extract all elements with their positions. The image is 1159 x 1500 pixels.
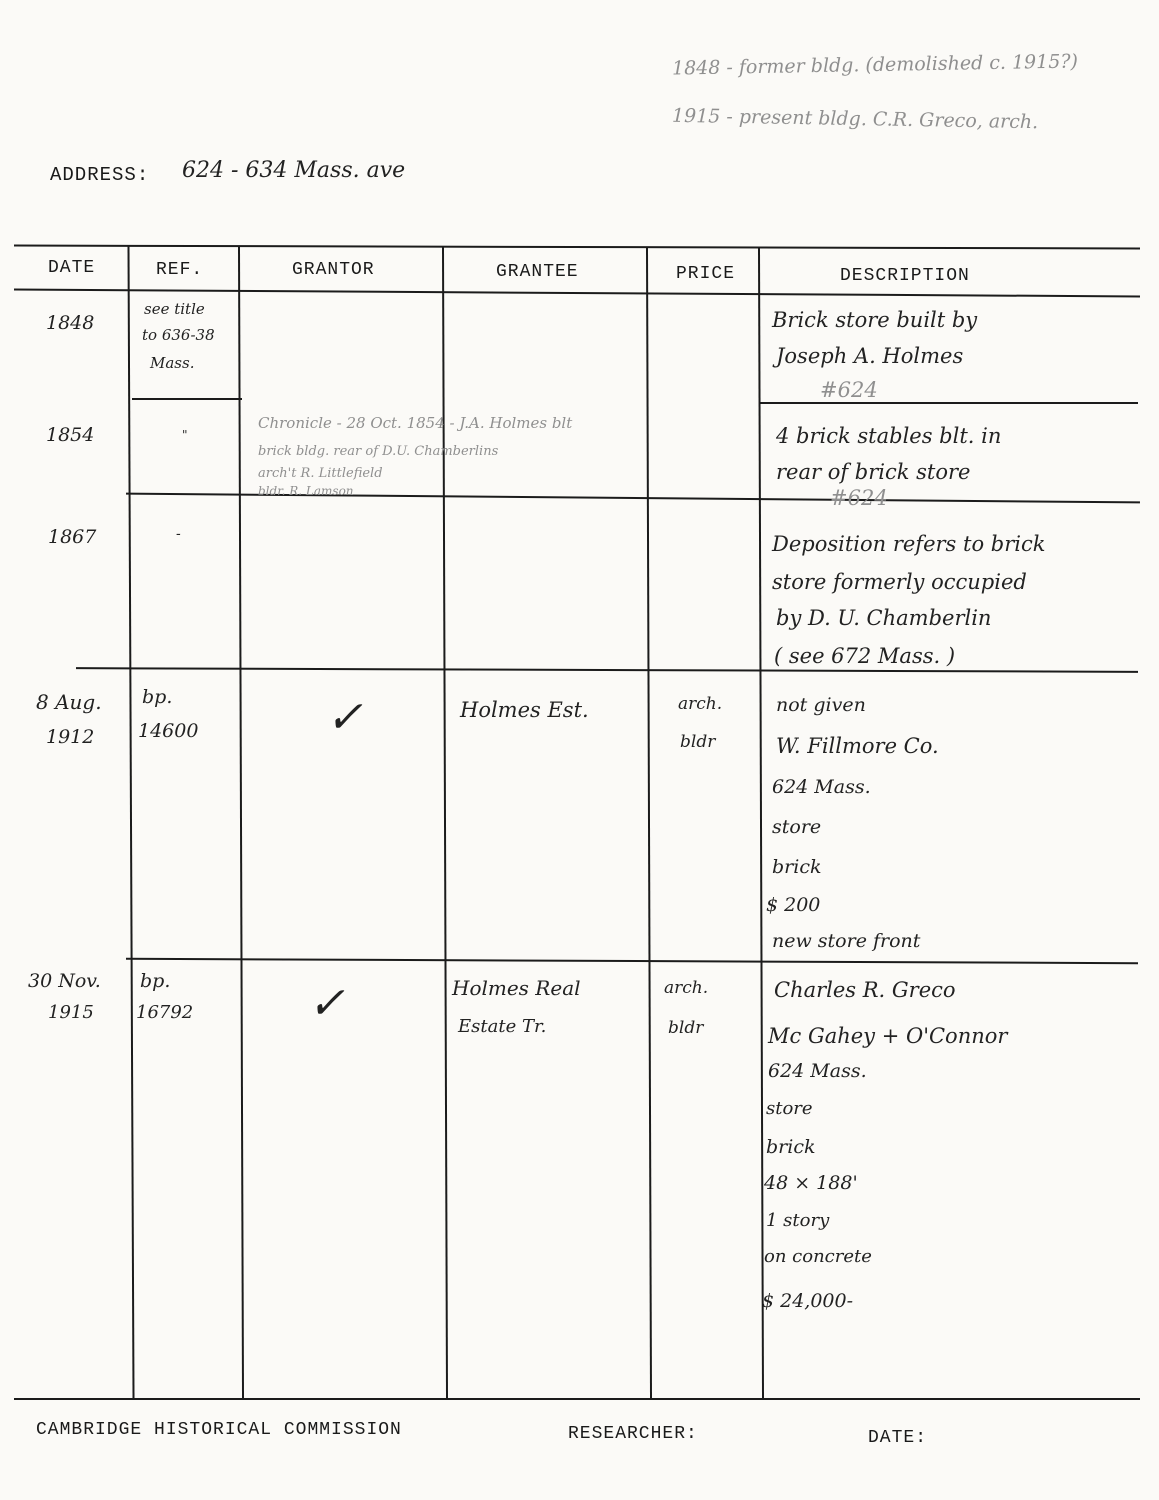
row5-desc-7: 1 story [766, 1210, 830, 1231]
footer-researcher-label: RESEARCHER: [568, 1424, 698, 1444]
row3-desc-4: ( see 672 Mass. ) [774, 644, 956, 668]
row3-desc-3: by D. U. Chamberlin [776, 606, 992, 630]
row5-desc-8: on concrete [764, 1246, 872, 1267]
row4-desc-4: store [772, 816, 822, 838]
row5-desc-9: $ 24,000- [762, 1290, 854, 1312]
col-divider-2 [238, 246, 244, 1398]
table-bottom-border [14, 1398, 1140, 1400]
row1-date: 1848 [46, 312, 95, 334]
col-divider-5 [758, 248, 764, 1398]
row2-desc-2: rear of brick store [776, 460, 971, 484]
row1-ref-1: see title [144, 300, 205, 318]
header-date: DATE [48, 258, 96, 278]
row1-ref-3: Mass. [150, 354, 195, 372]
row3-date: 1867 [48, 526, 97, 548]
row4-desc-5: brick [772, 856, 822, 878]
row4-desc-6: $ 200 [766, 894, 821, 916]
row4-desc-1: not given [776, 694, 866, 716]
row5-desc-5: brick [766, 1136, 816, 1158]
row1-ref-2: to 636-38 [142, 326, 215, 344]
row2-note-1: Chronicle - 28 Oct. 1854 - J.A. Holmes blt [258, 414, 573, 432]
row2-note-4: bldr. R. Lamson [258, 484, 354, 498]
row5-ref-1: bp. [140, 970, 171, 992]
row4-date-2: 1912 [46, 726, 95, 748]
top-note-line1: 1848 - former bldg. (demolished c. 1915?) [671, 50, 1079, 80]
address-label: ADDRESS: [50, 164, 150, 186]
header-grantor: GRANTOR [292, 260, 375, 280]
row5-date-2: 1915 [48, 1002, 94, 1023]
row4-date-1: 8 Aug. [36, 690, 102, 714]
row5-grantor-check: ✓ [308, 978, 345, 1029]
table-top-border [14, 245, 1140, 250]
row5-grantee-2: Estate Tr. [458, 1016, 547, 1037]
row5-desc-3: 624 Mass. [768, 1060, 867, 1082]
top-note-line2: 1915 - present bldg. C.R. Greco, arch. [671, 104, 1039, 134]
row2-date: 1854 [46, 424, 95, 446]
footer-date-label: DATE: [868, 1428, 928, 1448]
row3-desc-1: Deposition refers to brick [772, 532, 1046, 556]
row5-grantee-1: Holmes Real [452, 976, 581, 1000]
row4-desc-2: W. Fillmore Co. [776, 734, 939, 758]
row5-desc-2: Mc Gahey + O'Connor [768, 1024, 1008, 1048]
row-divider-4 [126, 958, 1138, 964]
row3-ref: - [176, 526, 181, 542]
row1-desc-1: Brick store built by [772, 308, 978, 332]
header-ref: REF. [156, 260, 204, 280]
row4-ref-1: bp. [142, 686, 173, 708]
row3-desc-2: store formerly occupied [772, 570, 1027, 594]
col-divider-1 [127, 246, 134, 1398]
row4-grantee: Holmes Est. [460, 698, 589, 722]
row2-desc-3: #624 [830, 486, 888, 510]
header-grantee: GRANTEE [496, 262, 579, 282]
row5-ref-2: 16792 [136, 1002, 194, 1023]
row2-desc-1: 4 brick stables blt. in [776, 424, 1002, 448]
header-price: PRICE [676, 264, 736, 284]
row1-desc-2: Joseph A. Holmes [776, 344, 964, 368]
header-bottom-border [14, 289, 1140, 298]
row5-price-2: bldr [668, 1018, 704, 1038]
header-description: DESCRIPTION [840, 266, 970, 286]
row2-note-3: arch't R. Littlefield [258, 466, 383, 481]
row1-desc-3: #624 [820, 378, 878, 402]
row-divider-1b [760, 402, 1138, 404]
row5-price-1: arch. [664, 978, 709, 998]
row-divider-3 [76, 667, 1138, 673]
row2-note-2: brick bldg. rear of D.U. Chamberlins [258, 444, 499, 459]
address-value: 624 - 634 Mass. ave [182, 158, 406, 183]
row4-desc-7: new store front [772, 930, 921, 952]
row5-desc-6: 48 × 188' [764, 1172, 858, 1194]
row4-desc-3: 624 Mass. [772, 776, 871, 798]
col-divider-4 [646, 248, 652, 1398]
row5-desc-1: Charles R. Greco [774, 978, 956, 1002]
footer-organization: CAMBRIDGE HISTORICAL COMMISSION [36, 1420, 402, 1440]
row-divider-1 [132, 398, 242, 400]
row5-date-1: 30 Nov. [28, 970, 101, 992]
row4-price-2: bldr [680, 732, 716, 752]
row2-ref: " [182, 428, 188, 442]
row5-desc-4: store [766, 1098, 813, 1119]
row4-ref-2: 14600 [138, 720, 199, 742]
row4-price-1: arch. [678, 694, 723, 714]
row4-grantor-check: ✓ [326, 692, 363, 743]
